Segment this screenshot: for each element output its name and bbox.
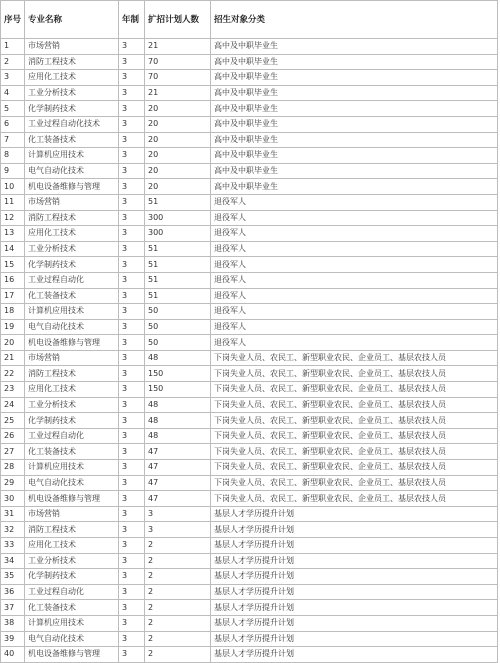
cell-plan: 2 [145, 569, 211, 585]
cell-years: 3 [119, 272, 145, 288]
header-serial: 序号 [1, 1, 25, 39]
cell-serial: 4 [1, 85, 25, 101]
cell-target: 下岗失业人员、农民工、新型职业农民、企业员工、基层农技人员 [211, 428, 498, 444]
cell-major: 消防工程技术 [25, 210, 119, 226]
cell-major: 机电设备维修与管理 [25, 335, 119, 351]
cell-target: 基层人才学历提升计划 [211, 631, 498, 647]
cell-target: 基层人才学历提升计划 [211, 553, 498, 569]
cell-plan: 51 [145, 241, 211, 257]
cell-years: 3 [119, 132, 145, 148]
cell-serial: 33 [1, 538, 25, 554]
cell-plan: 150 [145, 366, 211, 382]
table-row [1, 85, 498, 101]
cell-target: 高中及中职毕业生 [211, 179, 498, 195]
cell-target: 下岗失业人员、农民工、新型职业农民、企业员工、基层农技人员 [211, 413, 498, 429]
cell-major: 市场营销 [25, 506, 119, 522]
cell-serial: 1 [1, 39, 25, 55]
table-row [1, 647, 498, 663]
cell-target: 下岗失业人员、农民工、新型职业农民、企业员工、基层农技人员 [211, 491, 498, 507]
table-row [1, 491, 498, 507]
cell-target: 高中及中职毕业生 [211, 132, 498, 148]
cell-years: 3 [119, 335, 145, 351]
cell-plan: 51 [145, 257, 211, 273]
cell-serial: 12 [1, 210, 25, 226]
cell-target: 退役军人 [211, 288, 498, 304]
cell-plan: 21 [145, 39, 211, 55]
cell-plan: 20 [145, 163, 211, 179]
table-row [1, 600, 498, 616]
cell-serial: 25 [1, 413, 25, 429]
cell-years: 3 [119, 54, 145, 70]
cell-years: 3 [119, 600, 145, 616]
table-row [1, 506, 498, 522]
cell-years: 3 [119, 444, 145, 460]
table-row [1, 179, 498, 195]
cell-serial: 20 [1, 335, 25, 351]
cell-years: 3 [119, 584, 145, 600]
cell-plan: 300 [145, 210, 211, 226]
cell-serial: 36 [1, 584, 25, 600]
cell-serial: 37 [1, 600, 25, 616]
cell-plan: 70 [145, 54, 211, 70]
cell-plan: 47 [145, 444, 211, 460]
table-row [1, 70, 498, 86]
cell-plan: 2 [145, 647, 211, 663]
cell-years: 3 [119, 148, 145, 164]
cell-major: 计算机应用技术 [25, 615, 119, 631]
cell-major: 工业分析技术 [25, 397, 119, 413]
cell-years: 3 [119, 241, 145, 257]
cell-years: 3 [119, 116, 145, 132]
cell-plan: 20 [145, 101, 211, 117]
table-row [1, 148, 498, 164]
cell-major: 电气自动化技术 [25, 319, 119, 335]
cell-serial: 7 [1, 132, 25, 148]
cell-serial: 24 [1, 397, 25, 413]
cell-plan: 2 [145, 553, 211, 569]
cell-major: 电气自动化技术 [25, 163, 119, 179]
cell-major: 市场营销 [25, 194, 119, 210]
table-row [1, 444, 498, 460]
table-header [1, 1, 498, 39]
cell-plan: 48 [145, 397, 211, 413]
cell-major: 化学制药技术 [25, 569, 119, 585]
cell-serial: 2 [1, 54, 25, 70]
cell-plan: 47 [145, 460, 211, 476]
cell-years: 3 [119, 226, 145, 242]
cell-serial: 5 [1, 101, 25, 117]
cell-serial: 35 [1, 569, 25, 585]
cell-serial: 16 [1, 272, 25, 288]
cell-plan: 51 [145, 272, 211, 288]
cell-years: 3 [119, 194, 145, 210]
cell-major: 应用化工技术 [25, 382, 119, 398]
table-row [1, 226, 498, 242]
cell-plan: 2 [145, 615, 211, 631]
cell-major: 电气自动化技术 [25, 631, 119, 647]
cell-major: 化工装备技术 [25, 444, 119, 460]
table-row [1, 288, 498, 304]
cell-major: 计算机应用技术 [25, 460, 119, 476]
table-row [1, 241, 498, 257]
cell-target: 基层人才学历提升计划 [211, 615, 498, 631]
cell-serial: 8 [1, 148, 25, 164]
cell-major: 化工装备技术 [25, 600, 119, 616]
table-row [1, 210, 498, 226]
cell-target: 退役军人 [211, 210, 498, 226]
cell-target: 高中及中职毕业生 [211, 148, 498, 164]
cell-plan: 3 [145, 506, 211, 522]
table-row [1, 631, 498, 647]
table-row [1, 382, 498, 398]
cell-target: 下岗失业人员、农民工、新型职业农民、企业员工、基层农技人员 [211, 366, 498, 382]
cell-plan: 48 [145, 428, 211, 444]
cell-target: 高中及中职毕业生 [211, 116, 498, 132]
cell-years: 3 [119, 615, 145, 631]
cell-target: 下岗失业人员、农民工、新型职业农民、企业员工、基层农技人员 [211, 350, 498, 366]
cell-major: 机电设备维修与管理 [25, 491, 119, 507]
table-row [1, 413, 498, 429]
cell-plan: 150 [145, 382, 211, 398]
cell-years: 3 [119, 210, 145, 226]
cell-years: 3 [119, 413, 145, 429]
cell-plan: 2 [145, 600, 211, 616]
cell-years: 3 [119, 163, 145, 179]
cell-target: 高中及中职毕业生 [211, 39, 498, 55]
cell-plan: 50 [145, 319, 211, 335]
cell-serial: 11 [1, 194, 25, 210]
cell-plan: 47 [145, 491, 211, 507]
cell-years: 3 [119, 304, 145, 320]
header-row [1, 1, 498, 39]
cell-years: 3 [119, 428, 145, 444]
table-row [1, 163, 498, 179]
cell-serial: 29 [1, 475, 25, 491]
cell-major: 消防工程技术 [25, 54, 119, 70]
cell-major: 消防工程技术 [25, 366, 119, 382]
cell-major: 工业分析技术 [25, 85, 119, 101]
table-row [1, 428, 498, 444]
cell-serial: 21 [1, 350, 25, 366]
cell-target: 基层人才学历提升计划 [211, 647, 498, 663]
cell-plan: 21 [145, 85, 211, 101]
table-row [1, 132, 498, 148]
cell-years: 3 [119, 366, 145, 382]
cell-plan: 2 [145, 538, 211, 554]
table-row [1, 335, 498, 351]
cell-plan: 300 [145, 226, 211, 242]
cell-major: 机电设备维修与管理 [25, 179, 119, 195]
cell-major: 工业分析技术 [25, 241, 119, 257]
cell-major: 机电设备维修与管理 [25, 647, 119, 663]
cell-major: 工业过程自动化技术 [25, 116, 119, 132]
cell-serial: 10 [1, 179, 25, 195]
cell-years: 3 [119, 397, 145, 413]
cell-plan: 51 [145, 194, 211, 210]
cell-major: 市场营销 [25, 39, 119, 55]
header-major: 专业名称 [25, 1, 119, 39]
cell-years: 3 [119, 319, 145, 335]
cell-major: 化工装备技术 [25, 132, 119, 148]
cell-years: 3 [119, 101, 145, 117]
cell-target: 基层人才学历提升计划 [211, 506, 498, 522]
cell-years: 3 [119, 257, 145, 273]
cell-plan: 20 [145, 148, 211, 164]
cell-plan: 3 [145, 522, 211, 538]
cell-major: 市场营销 [25, 350, 119, 366]
cell-years: 3 [119, 70, 145, 86]
table-row [1, 39, 498, 55]
cell-major: 工业分析技术 [25, 553, 119, 569]
cell-target: 高中及中职毕业生 [211, 163, 498, 179]
table-row [1, 584, 498, 600]
cell-serial: 3 [1, 70, 25, 86]
cell-target: 下岗失业人员、农民工、新型职业农民、企业员工、基层农技人员 [211, 475, 498, 491]
cell-target: 退役军人 [211, 257, 498, 273]
cell-plan: 20 [145, 179, 211, 195]
cell-serial: 26 [1, 428, 25, 444]
cell-years: 3 [119, 538, 145, 554]
cell-years: 3 [119, 382, 145, 398]
table-body [1, 39, 498, 663]
table-row [1, 522, 498, 538]
cell-plan: 2 [145, 631, 211, 647]
cell-target: 高中及中职毕业生 [211, 85, 498, 101]
cell-plan: 50 [145, 304, 211, 320]
cell-serial: 23 [1, 382, 25, 398]
cell-years: 3 [119, 350, 145, 366]
cell-years: 3 [119, 522, 145, 538]
cell-years: 3 [119, 506, 145, 522]
cell-serial: 31 [1, 506, 25, 522]
cell-plan: 48 [145, 413, 211, 429]
cell-serial: 18 [1, 304, 25, 320]
cell-target: 退役军人 [211, 194, 498, 210]
cell-major: 电气自动化技术 [25, 475, 119, 491]
cell-target: 退役军人 [211, 304, 498, 320]
cell-target: 基层人才学历提升计划 [211, 538, 498, 554]
table-row [1, 460, 498, 476]
cell-major: 应用化工技术 [25, 538, 119, 554]
cell-serial: 27 [1, 444, 25, 460]
cell-years: 3 [119, 39, 145, 55]
cell-serial: 17 [1, 288, 25, 304]
cell-serial: 39 [1, 631, 25, 647]
cell-plan: 48 [145, 350, 211, 366]
cell-serial: 38 [1, 615, 25, 631]
cell-target: 高中及中职毕业生 [211, 70, 498, 86]
cell-plan: 70 [145, 70, 211, 86]
cell-target: 高中及中职毕业生 [211, 54, 498, 70]
cell-plan: 20 [145, 132, 211, 148]
table-row [1, 553, 498, 569]
cell-years: 3 [119, 631, 145, 647]
cell-major: 化学制药技术 [25, 101, 119, 117]
cell-serial: 14 [1, 241, 25, 257]
cell-years: 3 [119, 475, 145, 491]
header-plan: 扩招计划人数 [145, 1, 211, 39]
table-row [1, 475, 498, 491]
table-row [1, 116, 498, 132]
cell-target: 下岗失业人员、农民工、新型职业农民、企业员工、基层农技人员 [211, 382, 498, 398]
table-row [1, 272, 498, 288]
cell-serial: 19 [1, 319, 25, 335]
cell-target: 退役军人 [211, 241, 498, 257]
table-row [1, 319, 498, 335]
cell-major: 计算机应用技术 [25, 304, 119, 320]
cell-years: 3 [119, 569, 145, 585]
table-row [1, 101, 498, 117]
cell-major: 应用化工技术 [25, 70, 119, 86]
cell-plan: 47 [145, 475, 211, 491]
cell-years: 3 [119, 179, 145, 195]
cell-serial: 15 [1, 257, 25, 273]
cell-target: 基层人才学历提升计划 [211, 584, 498, 600]
cell-years: 3 [119, 85, 145, 101]
cell-serial: 30 [1, 491, 25, 507]
cell-target: 退役军人 [211, 272, 498, 288]
cell-major: 工业过程自动化 [25, 584, 119, 600]
table-row [1, 569, 498, 585]
cell-years: 3 [119, 460, 145, 476]
cell-serial: 28 [1, 460, 25, 476]
cell-target: 基层人才学历提升计划 [211, 600, 498, 616]
cell-serial: 32 [1, 522, 25, 538]
header-years: 年制 [119, 1, 145, 39]
cell-plan: 20 [145, 116, 211, 132]
header-target: 招生对象分类 [211, 1, 498, 39]
cell-years: 3 [119, 491, 145, 507]
cell-years: 3 [119, 288, 145, 304]
cell-major: 应用化工技术 [25, 226, 119, 242]
cell-target: 下岗失业人员、农民工、新型职业农民、企业员工、基层农技人员 [211, 444, 498, 460]
cell-serial: 22 [1, 366, 25, 382]
cell-target: 下岗失业人员、农民工、新型职业农民、企业员工、基层农技人员 [211, 397, 498, 413]
cell-target: 高中及中职毕业生 [211, 101, 498, 117]
table-row [1, 304, 498, 320]
cell-plan: 50 [145, 335, 211, 351]
table-row [1, 194, 498, 210]
cell-major: 计算机应用技术 [25, 148, 119, 164]
cell-serial: 9 [1, 163, 25, 179]
cell-major: 化工装备技术 [25, 288, 119, 304]
table-row [1, 350, 498, 366]
cell-serial: 40 [1, 647, 25, 663]
cell-major: 工业过程自动化 [25, 272, 119, 288]
table-row [1, 615, 498, 631]
table-row [1, 538, 498, 554]
cell-years: 3 [119, 553, 145, 569]
cell-target: 基层人才学历提升计划 [211, 522, 498, 538]
cell-target: 退役军人 [211, 319, 498, 335]
table-row [1, 397, 498, 413]
cell-major: 消防工程技术 [25, 522, 119, 538]
table-row [1, 257, 498, 273]
cell-target: 退役军人 [211, 226, 498, 242]
table-row [1, 54, 498, 70]
cell-serial: 34 [1, 553, 25, 569]
cell-target: 下岗失业人员、农民工、新型职业农民、企业员工、基层农技人员 [211, 460, 498, 476]
cell-target: 退役军人 [211, 335, 498, 351]
cell-plan: 51 [145, 288, 211, 304]
cell-years: 3 [119, 647, 145, 663]
cell-target: 基层人才学历提升计划 [211, 569, 498, 585]
cell-major: 工业过程自动化 [25, 428, 119, 444]
table-row [1, 366, 498, 382]
cell-serial: 6 [1, 116, 25, 132]
cell-plan: 2 [145, 584, 211, 600]
cell-serial: 13 [1, 226, 25, 242]
cell-major: 化学制药技术 [25, 257, 119, 273]
cell-major: 化学制药技术 [25, 413, 119, 429]
